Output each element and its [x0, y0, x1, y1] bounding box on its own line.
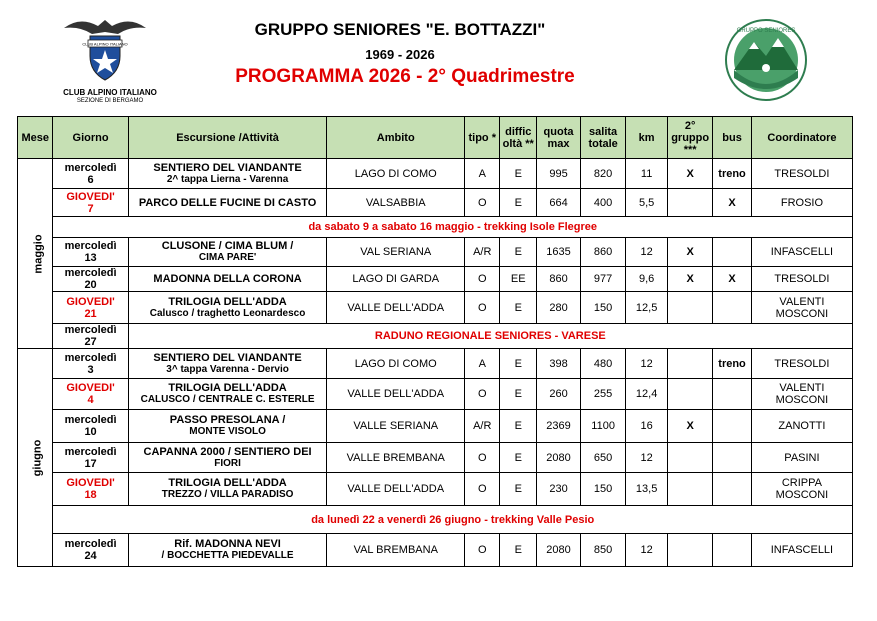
line-2: 6: [87, 173, 94, 186]
excursion-cell: PARCO DELLE FUCINE DI CASTO: [128, 189, 327, 217]
salita-cell: 977: [581, 267, 626, 292]
line-2: 27: [84, 336, 97, 348]
line-2: CALUSCO / CENTRALE C. ESTERLE: [140, 394, 315, 405]
coordinatore-cell: FROSIO: [751, 189, 852, 217]
excursion-cell: [128, 534, 327, 567]
line-2: MOSCONI: [775, 489, 829, 501]
line-1: mercoledì: [64, 414, 117, 426]
km-cell: 12: [626, 443, 668, 473]
coordinatore-cell: ZANOTTI: [751, 410, 852, 443]
tipo-cell: O: [465, 379, 500, 410]
line-1: mercoledì: [64, 161, 117, 174]
day-cell: [53, 159, 128, 189]
line-2: 7: [87, 202, 94, 215]
coordinatore-cell: TRESOLDI: [751, 267, 852, 292]
quota-cell: 2080: [537, 534, 581, 567]
tipo-cell: A/R: [465, 238, 500, 267]
salita-cell: 150: [581, 292, 626, 324]
coordinatore-cell: TRESOLDI: [751, 349, 852, 379]
bus-cell: [713, 473, 752, 506]
bus-cell: X: [713, 189, 752, 217]
difficolta-cell: E: [500, 349, 537, 379]
tipo-cell: A: [465, 349, 500, 379]
day-cell: [53, 349, 128, 379]
salita-cell: 480: [581, 349, 626, 379]
coordinatore-cell: TRESOLDI: [751, 159, 852, 189]
table-row: [18, 238, 853, 267]
line-2: MOSCONI: [775, 394, 829, 406]
km-cell: 12: [626, 349, 668, 379]
table-header-row: [18, 117, 853, 159]
difficolta-cell: E: [500, 443, 537, 473]
secondo-gruppo-cell: [668, 443, 713, 473]
coordinatore-cell: [751, 292, 852, 324]
difficolta-cell: E: [500, 410, 537, 443]
line-1: TRILOGIA DELL'ADDA: [168, 382, 287, 394]
ambito-cell: VALLE DELL'ADDA: [327, 379, 465, 410]
bus-cell: [713, 410, 752, 443]
secondo-gruppo-cell: X: [668, 410, 713, 443]
bus-cell: treno: [713, 159, 752, 189]
line-2: FIORI: [214, 457, 241, 469]
line-2: 13: [84, 252, 97, 264]
quota-cell: 398: [537, 349, 581, 379]
bus-cell: [713, 534, 752, 567]
line-1: SENTIERO DEL VIANDANTE: [153, 161, 302, 174]
page-title: GRUPPO SENIORES "E. BOTTAZZI": [254, 20, 546, 39]
tipo-cell: A/R: [465, 410, 500, 443]
km-cell: 13,5: [626, 473, 668, 506]
line-1: TRILOGIA DELL'ADDA: [168, 477, 287, 489]
secondo-gruppo-cell: [668, 473, 713, 506]
secondo-gruppo-cell: [668, 379, 713, 410]
line-1: PASSO PRESOLANA /: [169, 414, 286, 426]
excursion-cell: MADONNA DELLA CORONA: [128, 267, 327, 292]
excursion-cell: [128, 349, 327, 379]
quota-cell: 2369: [537, 410, 581, 443]
tipo-cell: A: [465, 159, 500, 189]
table-row: [18, 443, 853, 473]
secondo-gruppo-cell: [668, 189, 713, 217]
km-cell: 9,6: [626, 267, 668, 292]
years: 1969 - 2026: [365, 47, 435, 62]
day-cell: [53, 238, 128, 267]
line-1: VALENTI: [779, 382, 825, 394]
line-1: mercoledì: [64, 538, 117, 550]
km-cell: 12,5: [626, 292, 668, 324]
quota-cell: 1635: [537, 238, 581, 267]
day-cell: [53, 379, 128, 410]
seniores-logo: [724, 18, 808, 102]
table-row: [18, 506, 853, 534]
tipo-cell: O: [465, 534, 500, 567]
line-2: MOSCONI: [775, 307, 829, 320]
col-quota: quota max: [537, 117, 581, 159]
line-2: 2^ tappa Lierna - Varenna: [166, 173, 289, 185]
col-secondo-gruppo: 2° gruppo ***: [668, 117, 713, 159]
table-row: [18, 534, 853, 567]
cai-logo: [60, 14, 150, 84]
line-2: / BOCCHETTA PIEDEVALLE: [161, 550, 294, 561]
trekking-banner: da sabato 9 a sabato 16 maggio - trekking Isole Flegree: [53, 217, 853, 238]
bus-cell: treno: [713, 349, 752, 379]
svg-text:CLUB ALPINO ITALIANO: CLUB ALPINO ITALIANO: [82, 41, 128, 47]
quota-cell: 860: [537, 267, 581, 292]
difficolta-cell: E: [500, 238, 537, 267]
coordinatore-cell: PASINI: [751, 443, 852, 473]
line-1: GIOVEDI': [66, 382, 115, 394]
line-2: 18: [84, 489, 97, 501]
secondo-gruppo-cell: [668, 534, 713, 567]
col-ambito: Ambito: [327, 117, 465, 159]
km-cell: 12,4: [626, 379, 668, 410]
table-row: [18, 267, 853, 292]
line-2: 3^ tappa Varenna - Dervio: [166, 363, 289, 375]
month-label: maggio: [32, 233, 45, 274]
line-1: GIOVEDI': [66, 190, 115, 203]
excursion-cell: [128, 238, 327, 267]
excursion-cell: [128, 292, 327, 324]
day-cell: [53, 292, 128, 324]
line-2: CIMA PARE': [198, 252, 257, 263]
coordinatore-cell: INFASCELLI: [751, 534, 852, 567]
ambito-cell: VALLE DELL'ADDA: [327, 292, 465, 324]
tipo-cell: O: [465, 292, 500, 324]
ambito-cell: LAGO DI GARDA: [327, 267, 465, 292]
ambito-cell: LAGO DI COMO: [327, 349, 465, 379]
table-row: [18, 292, 853, 324]
table-row: [18, 324, 853, 349]
line-2: TREZZO / VILLA PARADISO: [161, 489, 294, 500]
program-title: PROGRAMMA 2026 - 2° Quadrimestre: [235, 66, 575, 87]
col-tipo: tipo *: [465, 117, 500, 159]
svg-text:GRUPPO SENIORES: GRUPPO SENIORES: [736, 28, 796, 34]
line-2: 3: [87, 363, 94, 376]
line-1: CLUSONE / CIMA BLUM /: [161, 240, 294, 252]
bus-cell: [713, 292, 752, 324]
line-1: GIOVEDI': [66, 477, 115, 489]
line-2: 10: [84, 426, 97, 438]
line-2: 20: [84, 279, 97, 291]
day-cell: [53, 410, 128, 443]
salita-cell: 850: [581, 534, 626, 567]
salita-cell: 860: [581, 238, 626, 267]
line-1: mercoledì: [64, 324, 117, 336]
excursion-cell: [128, 379, 327, 410]
col-escursione: Escursione /Attività: [128, 117, 327, 159]
line-1: CRIPPA: [781, 477, 822, 489]
line-1: TRILOGIA DELL'ADDA: [168, 295, 287, 308]
line-2: 4: [87, 394, 94, 406]
line-1: Rif. MADONNA NEVI: [174, 538, 281, 550]
table-row: [18, 349, 853, 379]
secondo-gruppo-cell: [668, 292, 713, 324]
col-difficolta: diffic oltà **: [500, 117, 537, 159]
quota-cell: 230: [537, 473, 581, 506]
ambito-cell: VALLE BREMBANA: [327, 443, 465, 473]
event-banner: RADUNO REGIONALE SENIORES - VARESE: [128, 324, 852, 349]
line-1: GIOVEDI': [66, 295, 115, 308]
coordinatore-cell: [751, 379, 852, 410]
km-cell: 5,5: [626, 189, 668, 217]
salita-cell: 650: [581, 443, 626, 473]
salita-cell: 820: [581, 159, 626, 189]
secondo-gruppo-cell: X: [668, 238, 713, 267]
salita-cell: 400: [581, 189, 626, 217]
col-giorno: Giorno: [53, 117, 128, 159]
excursion-cell: [128, 473, 327, 506]
col-coordinatore: Coordinatore: [751, 117, 852, 159]
coordinatore-cell: INFASCELLI: [751, 238, 852, 267]
quota-cell: 2080: [537, 443, 581, 473]
line-1: mercoledì: [64, 267, 117, 279]
quota-cell: 664: [537, 189, 581, 217]
day-cell: [53, 443, 128, 473]
month-june: [18, 349, 53, 567]
bus-cell: [713, 379, 752, 410]
program-table: [17, 116, 853, 567]
col-bus: bus: [713, 117, 752, 159]
day-cell: [53, 189, 128, 217]
difficolta-cell: E: [500, 379, 537, 410]
month-may: [18, 159, 53, 349]
table-row: [18, 217, 853, 238]
day-cell: [53, 324, 128, 349]
table-row: [18, 159, 853, 189]
quota-cell: 995: [537, 159, 581, 189]
tipo-cell: O: [465, 267, 500, 292]
line-1: mercoledì: [64, 445, 117, 458]
excursion-cell: [128, 410, 327, 443]
tipo-cell: O: [465, 443, 500, 473]
difficolta-cell: E: [500, 473, 537, 506]
km-cell: 11: [626, 159, 668, 189]
table-row: [18, 473, 853, 506]
day-cell: [53, 473, 128, 506]
secondo-gruppo-cell: [668, 349, 713, 379]
line-1: VALENTI: [779, 295, 825, 308]
col-km: km: [626, 117, 668, 159]
line-2: 17: [84, 457, 97, 470]
salita-cell: 255: [581, 379, 626, 410]
bus-cell: [713, 238, 752, 267]
secondo-gruppo-cell: X: [668, 267, 713, 292]
table-row: [18, 189, 853, 217]
difficolta-cell: E: [500, 534, 537, 567]
quota-cell: 260: [537, 379, 581, 410]
difficolta-cell: E: [500, 159, 537, 189]
ambito-cell: VAL BREMBANA: [327, 534, 465, 567]
line-1: CAPANNA 2000 / SENTIERO DEI: [143, 445, 312, 458]
difficolta-cell: E: [500, 292, 537, 324]
ambito-cell: VALLE SERIANA: [327, 410, 465, 443]
salita-cell: 1100: [581, 410, 626, 443]
day-cell: [53, 534, 128, 567]
bus-cell: [713, 443, 752, 473]
km-cell: 12: [626, 534, 668, 567]
line-1: mercoledì: [64, 351, 117, 364]
day-cell: [53, 267, 128, 292]
trekking-banner: da lunedì 22 a venerdì 26 giugno - trekking Valle Pesio: [53, 506, 853, 534]
excursion-cell: [128, 443, 327, 473]
line-2: MONTE VISOLO: [189, 426, 266, 437]
month-label: giugno: [31, 439, 44, 476]
excursion-cell: [128, 159, 327, 189]
line-2: Calusco / traghetto Leonardesco: [149, 307, 306, 319]
col-salita: salita totale: [581, 117, 626, 159]
secondo-gruppo-cell: X: [668, 159, 713, 189]
ambito-cell: VALSABBIA: [327, 189, 465, 217]
line-2: 24: [84, 550, 97, 562]
bus-cell: X: [713, 267, 752, 292]
tipo-cell: O: [465, 189, 500, 217]
tipo-cell: O: [465, 473, 500, 506]
quota-cell: 280: [537, 292, 581, 324]
ambito-cell: VALLE DELL'ADDA: [327, 473, 465, 506]
km-cell: 16: [626, 410, 668, 443]
cai-name: CLUB ALPINO ITALIANO: [63, 88, 157, 97]
cai-section: SEZIONE DI BERGAMO: [76, 98, 144, 104]
ambito-cell: VAL SERIANA: [327, 238, 465, 267]
line-2: 21: [84, 307, 97, 320]
table-row: [18, 410, 853, 443]
col-mese: Mese: [18, 117, 53, 159]
salita-cell: 150: [581, 473, 626, 506]
table-row: [18, 379, 853, 410]
km-cell: 12: [626, 238, 668, 267]
ambito-cell: LAGO DI COMO: [327, 159, 465, 189]
line-1: mercoledì: [64, 240, 117, 252]
coordinatore-cell: [751, 473, 852, 506]
difficolta-cell: E: [500, 189, 537, 217]
line-1: SENTIERO DEL VIANDANTE: [153, 351, 302, 364]
difficolta-cell: EE: [500, 267, 537, 292]
